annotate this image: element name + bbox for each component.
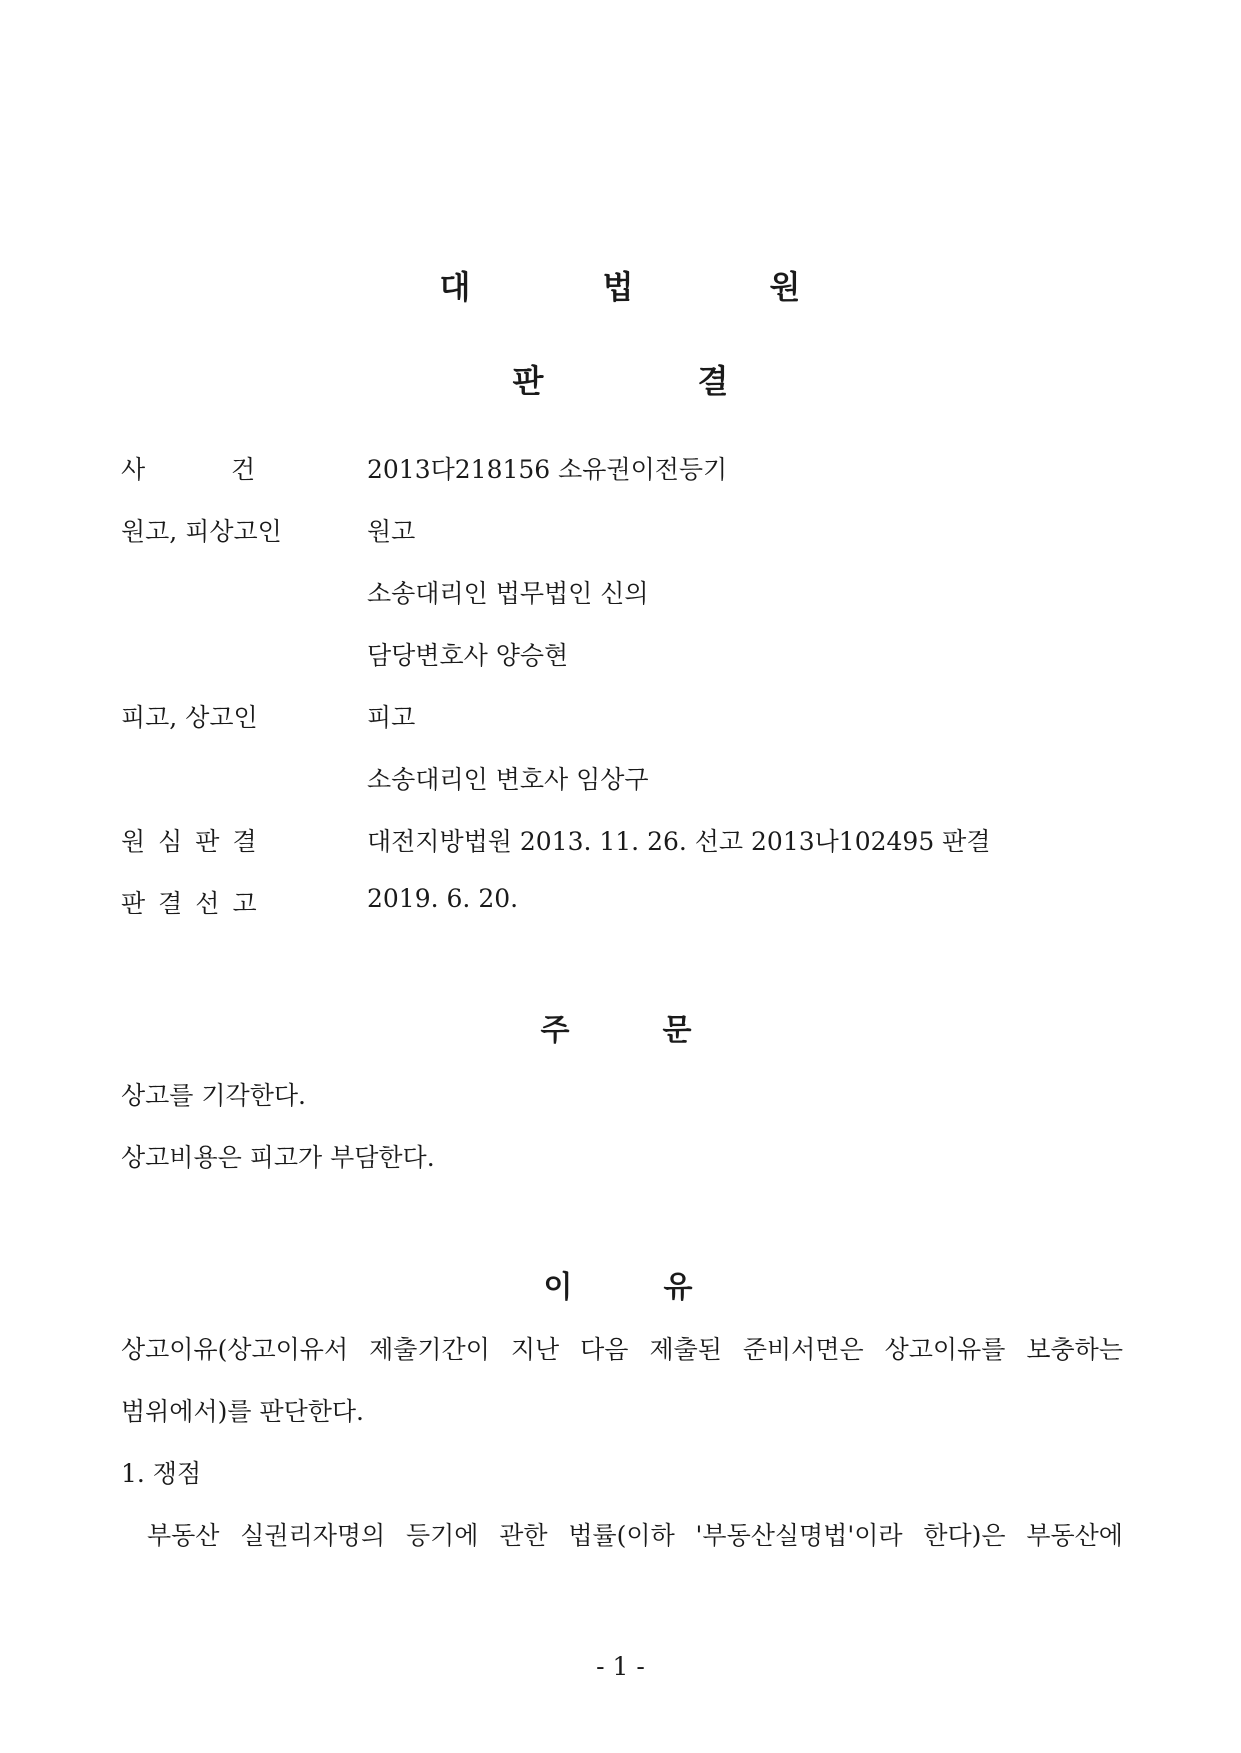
case-value: 2013다218156 소유권이전등기 [367,455,728,484]
word: 준비서면은 [742,1335,864,1364]
order-title-char-2: 문 [662,1013,692,1048]
word: 법률(이하 [568,1521,675,1550]
plaintiff-label: 원고, 피상고인 [121,517,282,546]
judgment-date-value: 2019. 6. 20. [367,884,519,913]
defendant-label: 피고, 상고인 [121,703,258,732]
court-title-char-1: 대 [439,268,471,306]
reasons-title-char-1: 이 [543,1270,573,1305]
court-title [0,262,1241,322]
court-title-char-2: 법 [602,268,634,306]
word: 상고이유(상고이유서 [121,1335,349,1364]
word: 지난 [510,1335,560,1364]
page-number: - 1 - [596,1652,645,1681]
word: 부동산 [147,1521,220,1550]
plaintiff-attorney: 담당변호사 양승현 [367,641,569,670]
judgment-title [0,356,1241,416]
order-line-2: 상고비용은 피고가 부담한다. [121,1143,435,1172]
word: 다음 [580,1335,629,1364]
reasons-intro-line-1 [121,1330,1123,1366]
plaintiff-name: 원고 [367,517,416,546]
reasons-intro-line-2: 범위에서)를 판단한다. [121,1397,364,1426]
order-line-1: 상고를 기각한다. [121,1081,306,1110]
lower-judgment-label: 원심판결 [121,827,270,856]
court-title-char-3: 원 [769,268,801,306]
word: 부동산에 [1026,1521,1123,1550]
word: '부동산실명법'이라 [695,1521,903,1550]
reasons-title [0,1262,1241,1322]
judgment-title-char-1: 판 [512,362,544,400]
word: 보충하는 [1026,1335,1123,1364]
word: 등기에 [405,1521,479,1550]
paragraph-line-1 [147,1516,1123,1552]
order-title [0,1005,1241,1065]
order-title-char-1: 주 [540,1013,570,1048]
word: 상고이유를 [884,1335,1006,1364]
word: 제출기간이 [369,1335,490,1364]
judgment-date-label: 판결선고 [121,889,270,918]
defendant-counsel: 소송대리인 변호사 임상구 [367,765,649,794]
defendant-name: 피고 [367,703,416,732]
lower-judgment-value: 대전지방법원 2013. 11. 26. 선고 2013나102495 판결 [367,827,991,856]
plaintiff-counsel: 소송대리인 법무법인 신의 [367,579,649,608]
reasons-title-char-2: 유 [663,1270,693,1305]
section-1-title: 1. 쟁점 [121,1459,202,1488]
word: 실권리자명의 [240,1521,386,1550]
word: 한다)은 [923,1521,1006,1550]
word: 제출된 [649,1335,722,1364]
word: 관한 [499,1521,548,1550]
judgment-title-char-2: 결 [697,362,729,400]
